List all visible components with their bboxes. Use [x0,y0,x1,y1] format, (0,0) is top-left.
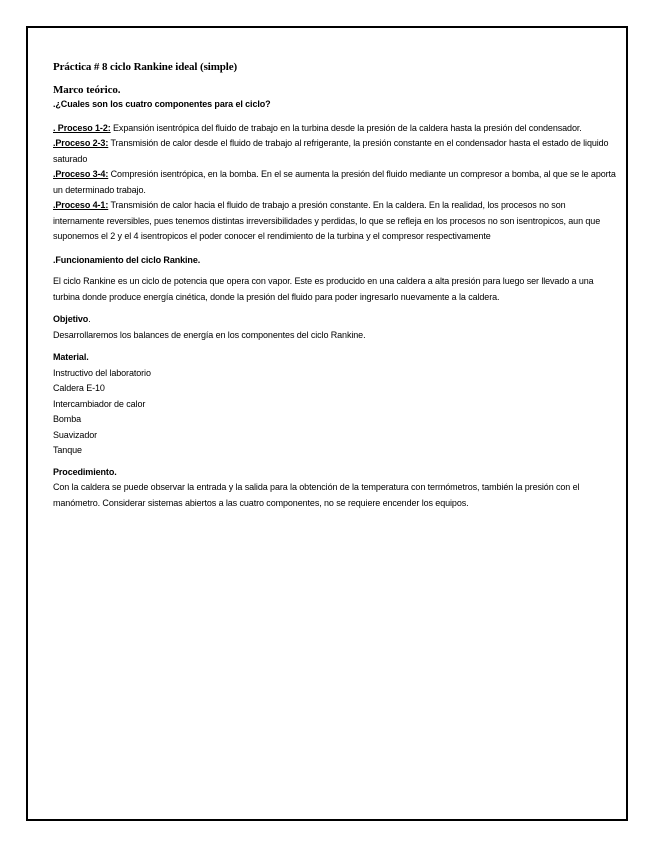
marco-teorico-heading: Marco teórico. [53,84,121,96]
process-text: Transmisión de calor hacia el fluido de trabajo a presión constante. En la caldera. En la realidad, los procesos no son internamente reversibles, pues tenemos distintas irreversibilidades y perdidas, lo que se refleja en los procesos no son isentropicos, aun que suponemos el 2 y el 4 isentropicos el poder conocer el rendimiento de la turbina y el compresor respectivamente [53,200,601,241]
process-label: . Proceso 1-2: [53,122,111,133]
process-label: .Proceso 4-1: [53,200,109,210]
material-item: Tanque [53,445,82,455]
document-title: Práctica # 8 ciclo Rankine ideal (simple) [53,61,238,73]
process-label: .Proceso 2-3: [53,138,109,148]
objetivo-dot: . [88,314,91,324]
procedimiento-text: Con la caldera se puede observar la entrada y la salida para la obtención de la temperatura con termómetros, también la presión con el manómetro. Considerar sistemas abiertos a las cuatro componentes, no se requiere encender los equipos. [53,482,580,508]
process-4-1 [53,198,618,245]
funcionamiento-heading: .Funcionamiento del ciclo Rankine. [53,254,201,265]
question: .¿Cuales son los cuatro componentes para el ciclo? [53,99,271,109]
material-item: Intercambiador de calor [53,398,146,409]
process-text: Transmisión de calor desde el fluido de trabajo al refrigerante, la presión constante en el condensador hasta el estado de liquido saturado [53,138,609,164]
process-2-3 [53,136,618,167]
material-item: Bomba [53,414,82,424]
material-item: Instructivo del laboratorio [53,367,151,378]
process-text: Expansión isentrópica del fluido de trabajo en la turbina desde la presión de la caldera hasta la presión del condensador. [110,122,582,133]
procedimiento-heading: Procedimiento. [53,466,117,477]
funcionamiento-text: El ciclo Rankine es un ciclo de potencia que opera con vapor. Este es producido en una caldera a alta presión para luego ser llevado a una turbina donde produce energía cinética, donde la presión del fluido para poder ingresarlo nuevamente a la caldera. [53,276,594,302]
process-3-4 [53,167,618,198]
objetivo-heading [53,312,618,328]
objetivo-text: Desarrollaremos los balances de energía en los componentes del ciclo Rankine. [53,329,366,340]
document-body [53,60,618,511]
process-1-2 [53,121,618,137]
process-text: Compresión isentrópica, en la bomba. En el se aumenta la presión del fluido mediante un compresor a bomba, al que se le aporta un determinado trabajo. [53,169,616,195]
material-heading: Material. [53,352,89,362]
material-item: Caldera E-10 [53,383,105,393]
material-item: Suavizador [53,429,98,440]
process-label: .Proceso 3-4: [53,169,109,179]
objetivo-label: Objetivo [53,314,89,324]
